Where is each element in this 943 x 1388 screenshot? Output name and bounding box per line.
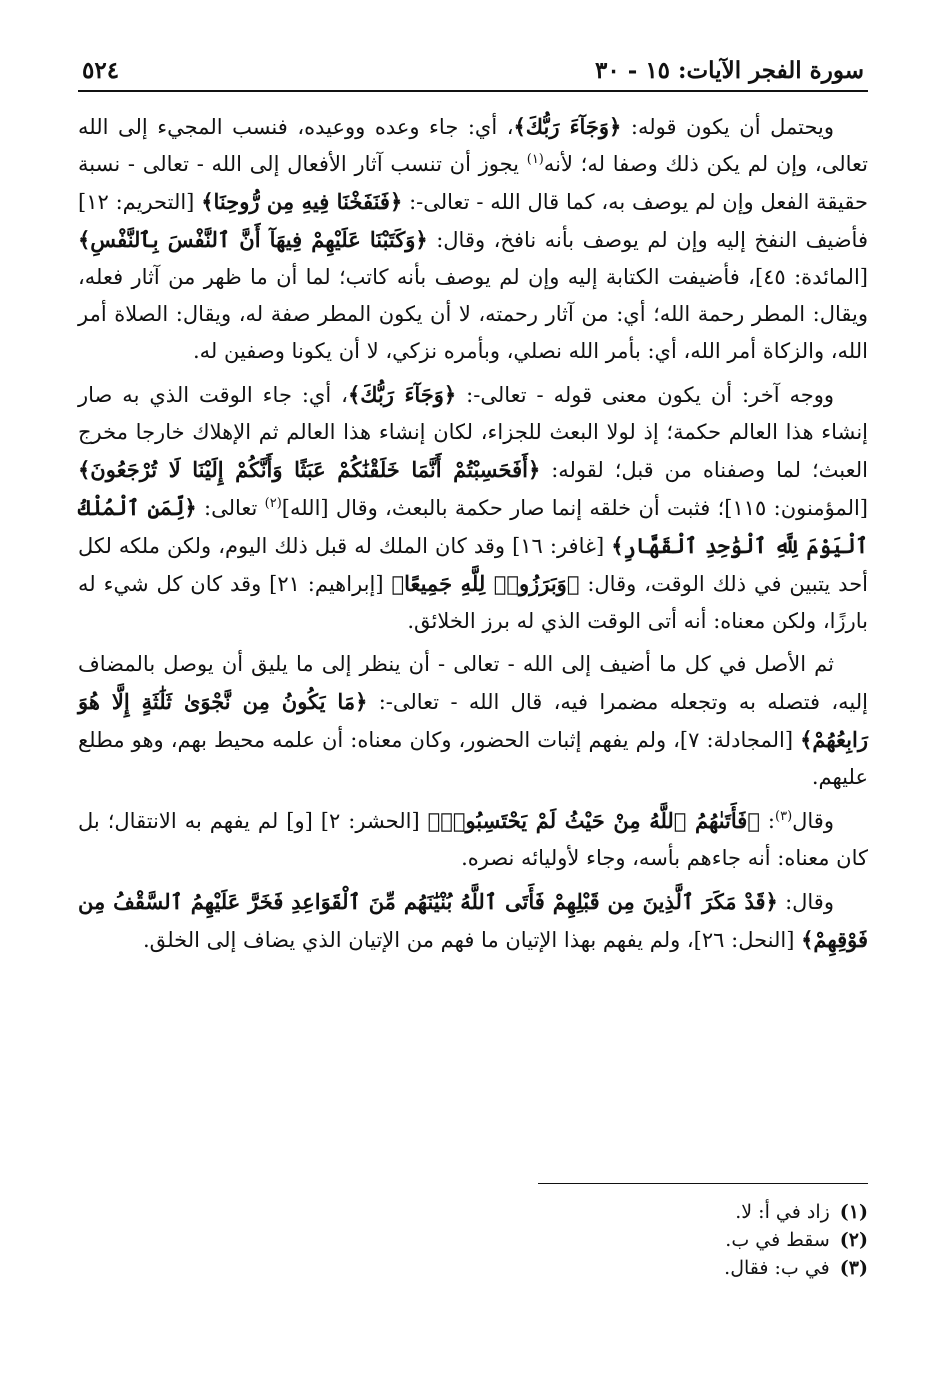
page-header xyxy=(78,40,868,84)
running-title: سورة الفجر الآيات: ١٥ - ٣٠ xyxy=(595,57,864,84)
footnote xyxy=(468,1226,868,1254)
footnote-number: (٣) xyxy=(839,1257,868,1279)
text-run: ، أي: جاء وعده ووعيده، فنسب المجيء إلى الله تعالى، وإن لم يكن ذلك وصفا له؛ لأنه xyxy=(78,115,868,176)
text-run: [الحشر: ٢] [و] لم يفهم به الانتقال؛ بل كان معناه: أنه جاءهم بأسه، وجاء لأوليائه نصره. xyxy=(78,809,868,870)
paragraph xyxy=(78,802,868,877)
text-run: : xyxy=(759,809,775,833)
paragraph xyxy=(78,376,868,640)
text-run: [التحريم: ١٢] فأضيف النفخ إليه وإن لم يوصف بأنه نافخ، وقال: xyxy=(78,190,868,252)
text-run: ويحتمل أن يكون قوله: xyxy=(621,115,834,139)
footnote-number: (٢) xyxy=(839,1229,868,1251)
text-run: ووجه آخر: أن يكون معنى قوله - تعالى-: xyxy=(456,383,834,407)
text-run: وقال xyxy=(792,809,834,833)
text-run: وقال: xyxy=(777,890,834,914)
footnote-ref: (١) xyxy=(526,152,544,167)
text-run: [النحل: ٢٦]، ولم يفهم بهذا الإتيان ما فهم من الإتيان الذي يضاف إلى الخلق. xyxy=(143,928,802,952)
footnote xyxy=(468,1198,868,1226)
quran-verse: ﴿وَجَآءَ رَبُّكَ﴾ xyxy=(347,382,457,407)
quran-verse: ﴿وَكَتَبْنَا عَلَيْهِمْ فِيهَآ أَنَّ ٱلنَّفْسَ بِٱلنَّفْسِ﴾ xyxy=(78,227,428,252)
text-run: [غافر: ١٦] وقد كان الملك له قبل ذلك اليوم، ولكن ملكه لكل أحد يتبين في ذلك الوقت، وقال: xyxy=(78,534,869,596)
quran-verse: ﴿فَأَتَىٰهُمُ ٱللَّهُ مِنْ حَيْثُ لَمْ يَحْتَسِبُوا۟﴾ xyxy=(427,808,760,833)
text-run: [إبراهيم: ٢١] وقد كان كل شيء له بارزًا، ولكن معناه: أنه أتى الوقت الذي له برز الخلائق. xyxy=(78,572,868,633)
footnote-text: في ب: فقال. xyxy=(724,1257,830,1279)
paragraph xyxy=(78,883,868,959)
quran-verse: ﴿لِّمَنِ ٱلْمُلْكُ ٱلْيَوْمَ لِلَّهِ ٱلْوَٰحِدِ ٱلْقَهَّارِ﴾ xyxy=(78,495,869,558)
body-text xyxy=(78,108,868,959)
paragraph xyxy=(78,108,868,370)
quran-verse: ﴿فَنَفَخْنَا فِيهِ مِن رُّوحِنَا﴾ xyxy=(201,189,403,214)
quran-verse: ﴿وَبَرَزُوا۟ لِلَّهِ جَمِيعًا﴾ xyxy=(391,571,580,596)
text-run: يجوز أن تنسب آثار الأفعال إلى الله - تعالى - نسبة حقيقة الفعل وإن لم يوصف به، كما قال الله - تعالى-: xyxy=(78,152,868,214)
paragraph xyxy=(78,646,868,796)
header-rule xyxy=(78,90,868,92)
quran-verse: ﴿قَدْ مَكَرَ ٱلَّذِينَ مِن قَبْلِهِمْ فَأَتَى ٱللَّهُ بُنْيَٰنَهُم مِّنَ ٱلْقَوَاعِدِ فَخَرَّ عَلَيْهِمُ ٱلسَّقْفُ مِن فَوْقِهِمْ﴾ xyxy=(78,889,868,952)
text-run: [المؤمنون: ١١٥]؛ فثبت أن خلقه إنما صار حكمة بالبعث، وقال [الله] xyxy=(281,496,868,520)
page-number: ٥٢٤ xyxy=(82,57,120,84)
footnote-ref: (٣) xyxy=(775,809,793,824)
quran-verse: ﴿وَجَآءَ رَبُّكَ﴾ xyxy=(513,114,622,139)
text-run: ، أي: جاء الوقت الذي به صار إنشاء هذا العالم حكمة؛ إذ لولا البعث للجزاء، لكان إنشاء هذا العالم ثم الإهلاك خارجا مخرج العبث؛ لما وصفناه من قبل؛ لقوله: xyxy=(78,383,868,482)
text-run: ثم الأصل في كل ما أضيف إلى الله - تعالى - أن ينظر إلى ما يليق أن يوصل بالمضاف إليه، فتصله به وتجعله مضمرا فيه، قال الله - تعالى-: xyxy=(78,652,868,714)
footnote-text: زاد في أ: لا. xyxy=(735,1201,830,1223)
text-run: تعالى: xyxy=(196,496,265,520)
footnote-ref: (٢) xyxy=(264,496,282,511)
footnote xyxy=(468,1254,868,1282)
footnotes xyxy=(468,1198,868,1282)
footnote-rule xyxy=(538,1183,868,1184)
quran-verse: ﴿مَا يَكُونُ مِن نَّجْوَىٰ ثَلَٰثَةٍ إِلَّا هُوَ رَابِعُهُمْ﴾ xyxy=(78,689,868,752)
quran-verse: ﴿أَفَحَسِبْتُمْ أَنَّمَا خَلَقْنَٰكُمْ عَبَثًا وَأَنَّكُمْ إِلَيْنَا لَا تُرْجَعُونَ﴾ xyxy=(78,457,541,482)
document-page xyxy=(78,40,869,1279)
footnote-text: سقط في ب. xyxy=(725,1229,830,1251)
text-run: [المجادلة: ٧]، ولم يفهم إثبات الحضور، وكان معناه: أن علمه محيط بهم، وهو مطلع عليهم. xyxy=(78,728,868,789)
footnote-number: (١) xyxy=(839,1201,868,1223)
text-run: [المائدة: ٤٥]، فأضيفت الكتابة إليه وإن لم يوصف بأنه كاتب؛ لما أن ما ظهر من آثار فعله، ويقال: المطر رحمة الله؛ أي: من آثار رحمته، لا أن يكون المطر صفة له، ويقال: الصلاة أمر الله، والزكاة أمر الله، أي: بأمر الله نصلي، وبأمره نزكي، لا أن يكونا وصفين له. xyxy=(78,265,868,363)
